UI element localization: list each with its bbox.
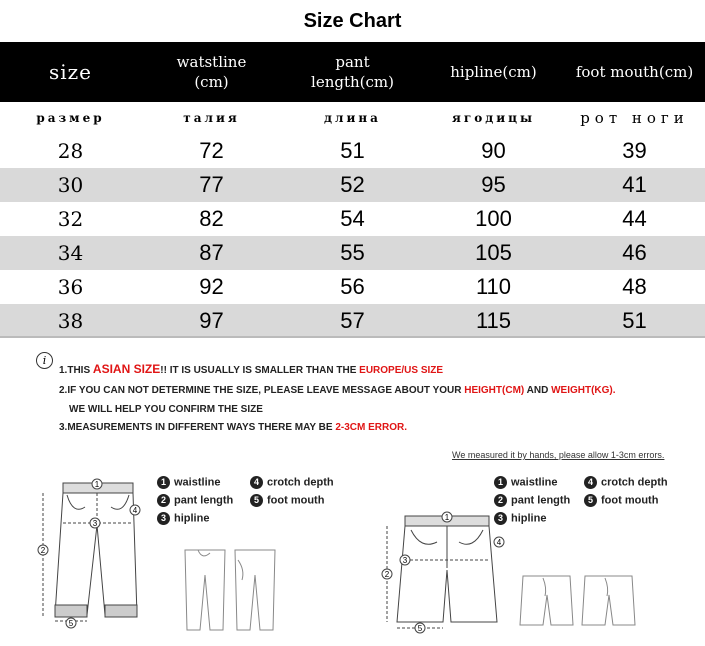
note-1-a: 1.THIS [59,365,93,376]
cell: 36 [57,275,84,299]
header-size [0,42,141,102]
size-table [0,42,705,338]
cell: 92 [199,274,224,299]
header-ru-hip: ягодицы [423,102,564,134]
cell: 95 [423,168,564,202]
shorts-diagram [375,510,515,635]
diagram-label-3: 3 [402,556,408,565]
header-size-label: size [48,60,93,84]
number-3-icon: 3 [494,512,507,525]
note-2-red: HEIGHT(CM) [464,385,525,396]
legend-label: waistline [511,476,558,489]
legend-item-waistline [157,476,220,489]
header-ru-waist: талия [141,102,282,134]
cell: 97 [141,304,282,338]
header-waist-label: watstline (cm) [176,53,247,91]
legend-label: pant length [511,494,571,507]
header-ru-size: размер [0,102,141,134]
cell: 51 [340,138,365,163]
note-3-red: 2-3CM ERROR. [335,422,408,433]
diagram-label-3: 3 [92,519,98,528]
legend-item-crotch-depth [584,476,668,489]
note-3-a: 3.MEASUREMENTS IN DIFFERENT WAYS THERE MAY BE [59,422,336,433]
number-1-icon: 1 [494,476,507,489]
header-waist [141,42,282,102]
note-2-c: WE WILL HELP YOU CONFIRM THE SIZE [69,404,263,415]
number-4-icon: 4 [250,476,263,489]
legend-label: hipline [511,512,547,525]
long-pants-diagram [25,475,165,635]
cell: 100 [475,206,512,231]
number-3-icon: 3 [157,512,170,525]
shorts-small-views [515,570,645,630]
table-header-ru-row [0,102,705,134]
note-2-a: 2.IF YOU CAN NOT DETERMINE THE SIZE, PLEASE LEAVE MESSAGE ABOUT YOUR [59,385,465,396]
legend-item-pant-length [494,494,570,507]
diagram-label-1: 1 [94,480,100,489]
table-row [0,168,705,202]
legend-item-foot-mouth [250,494,324,507]
legend-item-foot-mouth [584,494,658,507]
cell: 55 [282,236,423,270]
diagram-label-2: 2 [40,546,46,555]
cell: 34 [0,236,141,270]
cell: 52 [282,168,423,202]
legend-label: foot mouth [267,494,325,507]
section-divider [0,336,705,338]
cell: 28 [57,139,84,163]
header-length-label: pant length(cm) [311,53,394,91]
cell: 115 [423,304,564,338]
header-length [282,42,423,102]
number-1-icon: 1 [157,476,170,489]
cell: 39 [622,138,647,163]
note-1-b: !! IT IS USUALLY IS SMALLER THAN THE [160,365,360,376]
header-hip-label: hipline(cm) [450,63,537,81]
diagram-label-5: 5 [68,619,74,628]
legend-label: waistline [174,476,221,489]
cell: 32 [57,207,84,231]
header-hip [423,42,564,102]
table-row [0,304,705,338]
cell: 48 [622,274,647,299]
cell: 54 [340,206,365,231]
cell: 44 [622,206,647,231]
diagram-label-1: 1 [444,513,450,522]
table-row [0,270,705,304]
note-2 [59,385,616,396]
header-ru-length: длина [282,102,423,134]
diagram-label-4: 4 [496,538,502,547]
legend-item-waistline [494,476,557,489]
note-1-red2: EUROPE/US SIZE [359,365,444,376]
cell: 46 [564,236,705,270]
cell: 87 [141,236,282,270]
page-title: Size Chart [303,10,402,32]
diagram-label-4: 4 [132,506,138,515]
note-1-red: ASIAN SIZE [92,362,161,376]
number-5-icon: 5 [250,494,263,507]
note-1 [59,362,443,376]
cell: 30 [0,168,141,202]
diagram-label-5: 5 [417,624,423,633]
measured-note: We measured it by hands, please allow 1-3cm errors. [452,450,665,460]
number-2-icon: 2 [157,494,170,507]
cell: 82 [199,206,224,231]
table-row [0,134,705,168]
cell: 105 [423,236,564,270]
legend-label: crotch depth [267,476,334,489]
long-pants-small-views [180,545,290,635]
note-2-b: AND [524,385,552,396]
cell: 110 [475,274,512,299]
cell: 56 [340,274,365,299]
header-ru-foot: рот ноги [564,102,705,134]
info-icon: i [36,352,53,369]
cell: 72 [199,138,224,163]
cell: 57 [282,304,423,338]
cell: 38 [0,304,141,338]
table-row [0,236,705,270]
cell: 77 [141,168,282,202]
header-foot-label: foot mouth(cm) [575,63,694,81]
number-5-icon: 5 [584,494,597,507]
legend-item-pant-length [157,494,233,507]
legend-label: crotch depth [601,476,668,489]
number-2-icon: 2 [494,494,507,507]
legend-label: hipline [174,512,210,525]
cell: 90 [481,138,506,163]
table-row [0,202,705,236]
number-4-icon: 4 [584,476,597,489]
diagram-label-2: 2 [384,570,390,579]
legend-item-crotch-depth [250,476,334,489]
legend-label: pant length [174,494,234,507]
cell: 41 [564,168,705,202]
cell: 51 [564,304,705,338]
table-header-row [0,42,705,102]
note-2-red2: WEIGHT(KG). [551,385,616,396]
legend-label: foot mouth [601,494,659,507]
header-foot [564,42,705,102]
note-3 [59,422,407,433]
